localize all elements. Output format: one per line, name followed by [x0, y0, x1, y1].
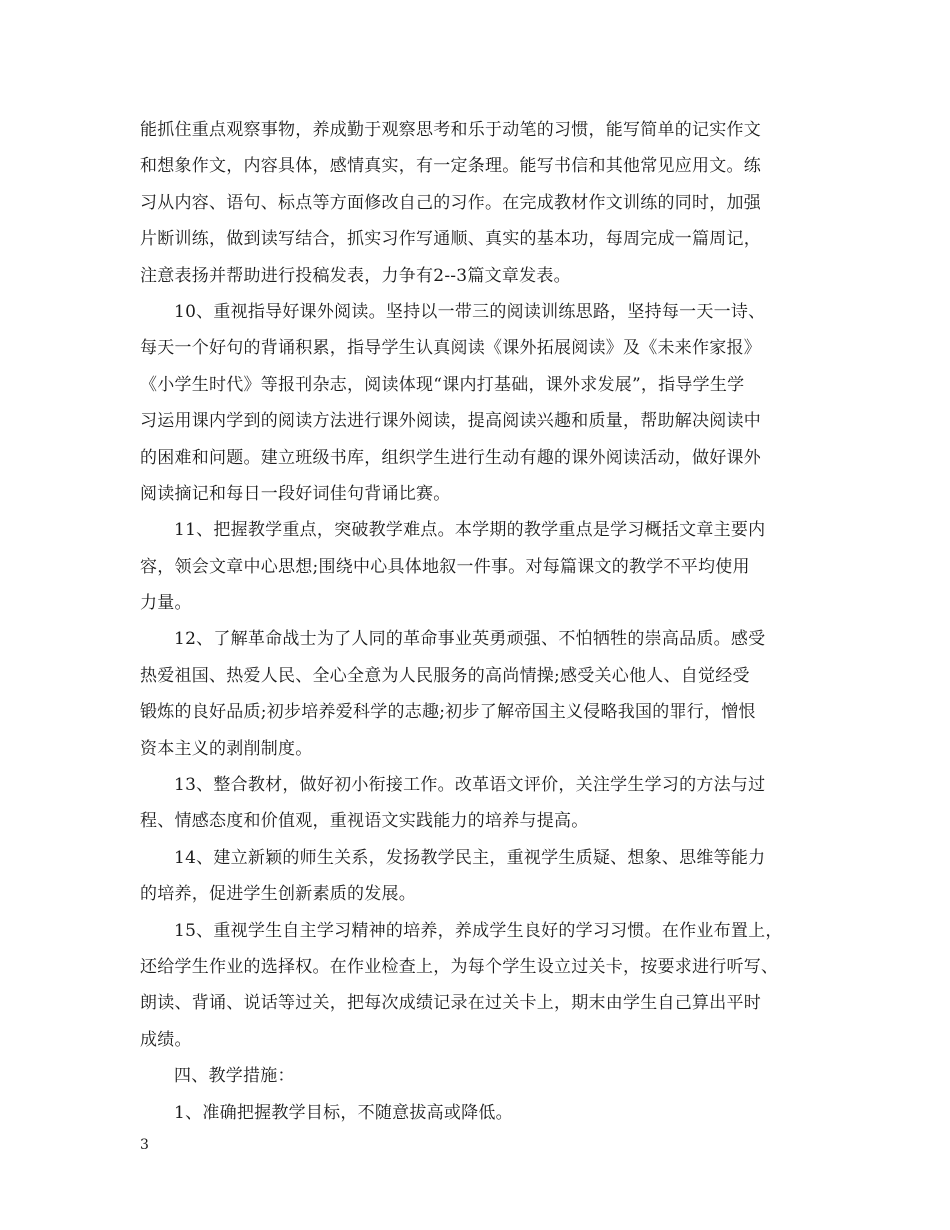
text-line: 每天一个好句的背诵积累，指导学生认真阅读《课外拓展阅读》及《未来作家报》: [140, 338, 761, 359]
document-body: [140, 112, 820, 1131]
text-line: 片断训练，做到读写结合，抓实习作写通顺、真实的基本功，每周完成一篇周记，: [140, 229, 761, 250]
paragraph-start-line: 1、准确把握教学目标，不随意拔高或降低。: [174, 1102, 513, 1123]
paragraph-start-line: 12、了解革命战士为了人同的革命事业英勇顽强、不怕牺牲的崇高品质。感受: [174, 629, 766, 650]
section-heading: 四、教学措施：: [174, 1066, 295, 1087]
text-line: 注意表扬并帮助进行投稿发表，力争有2--3篇文章发表。: [140, 265, 571, 286]
text-line: 还给学生作业的选择权。在作业检查上，为每个学生设立过关卡，按要求进行听写、: [140, 956, 779, 977]
text-line: 锻炼的良好品质;初步培养爱科学的志趣;初步了解帝国主义侵略我国的罪行，憎恨: [140, 702, 756, 723]
paragraph-start-line: 15、重视学生自主学习精神的培养，养成学生良好的学习习惯。在作业布置上，: [174, 920, 783, 941]
text-line: 朗读、背诵、说话等过关，把每次成绩记录在过关卡上，期末由学生自己算出平时: [140, 993, 761, 1014]
text-line: 能抓住重点观察事物，养成勤于观察思考和乐于动笔的习惯，能写简单的记实作文: [140, 120, 761, 140]
text-line: 容，领会文章中心思想;围绕中心具体地叙一件事。对每篇课文的教学不平均使用: [140, 556, 750, 577]
text-line: 阅读摘记和每日一段好词佳句背诵比赛。: [140, 483, 451, 504]
text-line: 习从内容、语句、标点等方面修改自己的习作。在完成教材作文训练的同时，加强: [140, 192, 761, 213]
text-line: 热爱祖国、热爱人民、全心全意为人民服务的高尚情操;感受关心他人、自觉经受: [140, 665, 750, 686]
text-line: 力量。: [140, 593, 192, 614]
paragraph-start-line: 14、建立新颖的师生关系，发扬教学民主，重视学生质疑、想象、思维等能力: [174, 847, 766, 868]
paragraph-start-line: 10、重视指导好课外阅读。坚持以一带三的阅读训练思路，坚持每一天一诗、: [174, 301, 766, 322]
text-line: 的培养，促进学生创新素质的发展。: [140, 884, 416, 905]
text-line: 《小学生时代》等报刊杂志，阅读体现“课内打基础，课外求发展”，指导学生学: [140, 374, 745, 395]
paragraph-start-line: 13、整合教材，做好初小衔接工作。改革语文评价，关注学生学习的方法与过: [174, 775, 766, 796]
text-line: 的困难和问题。建立班级书库，组织学生进行生动有趣的课外阅读活动，做好课外: [140, 447, 761, 468]
text-line: 习运用课内学到的阅读方法进行课外阅读，提高阅读兴趣和质量，帮助解决阅读中: [140, 411, 761, 432]
text-line: 成绩。: [140, 1029, 192, 1050]
page-number: 3: [140, 1137, 149, 1153]
text-line: 资本主义的剥削制度。: [140, 738, 313, 759]
paragraph-start-line: 11、把握教学重点，突破教学难点。本学期的教学重点是学习概括文章主要内: [174, 520, 766, 541]
text-line: 程、情感态度和价值观，重视语文实践能力的培养与提高。: [140, 811, 589, 832]
text-line: 和想象作文，内容具体，感情真实，有一定条理。能写书信和其他常见应用文。练: [140, 156, 761, 177]
